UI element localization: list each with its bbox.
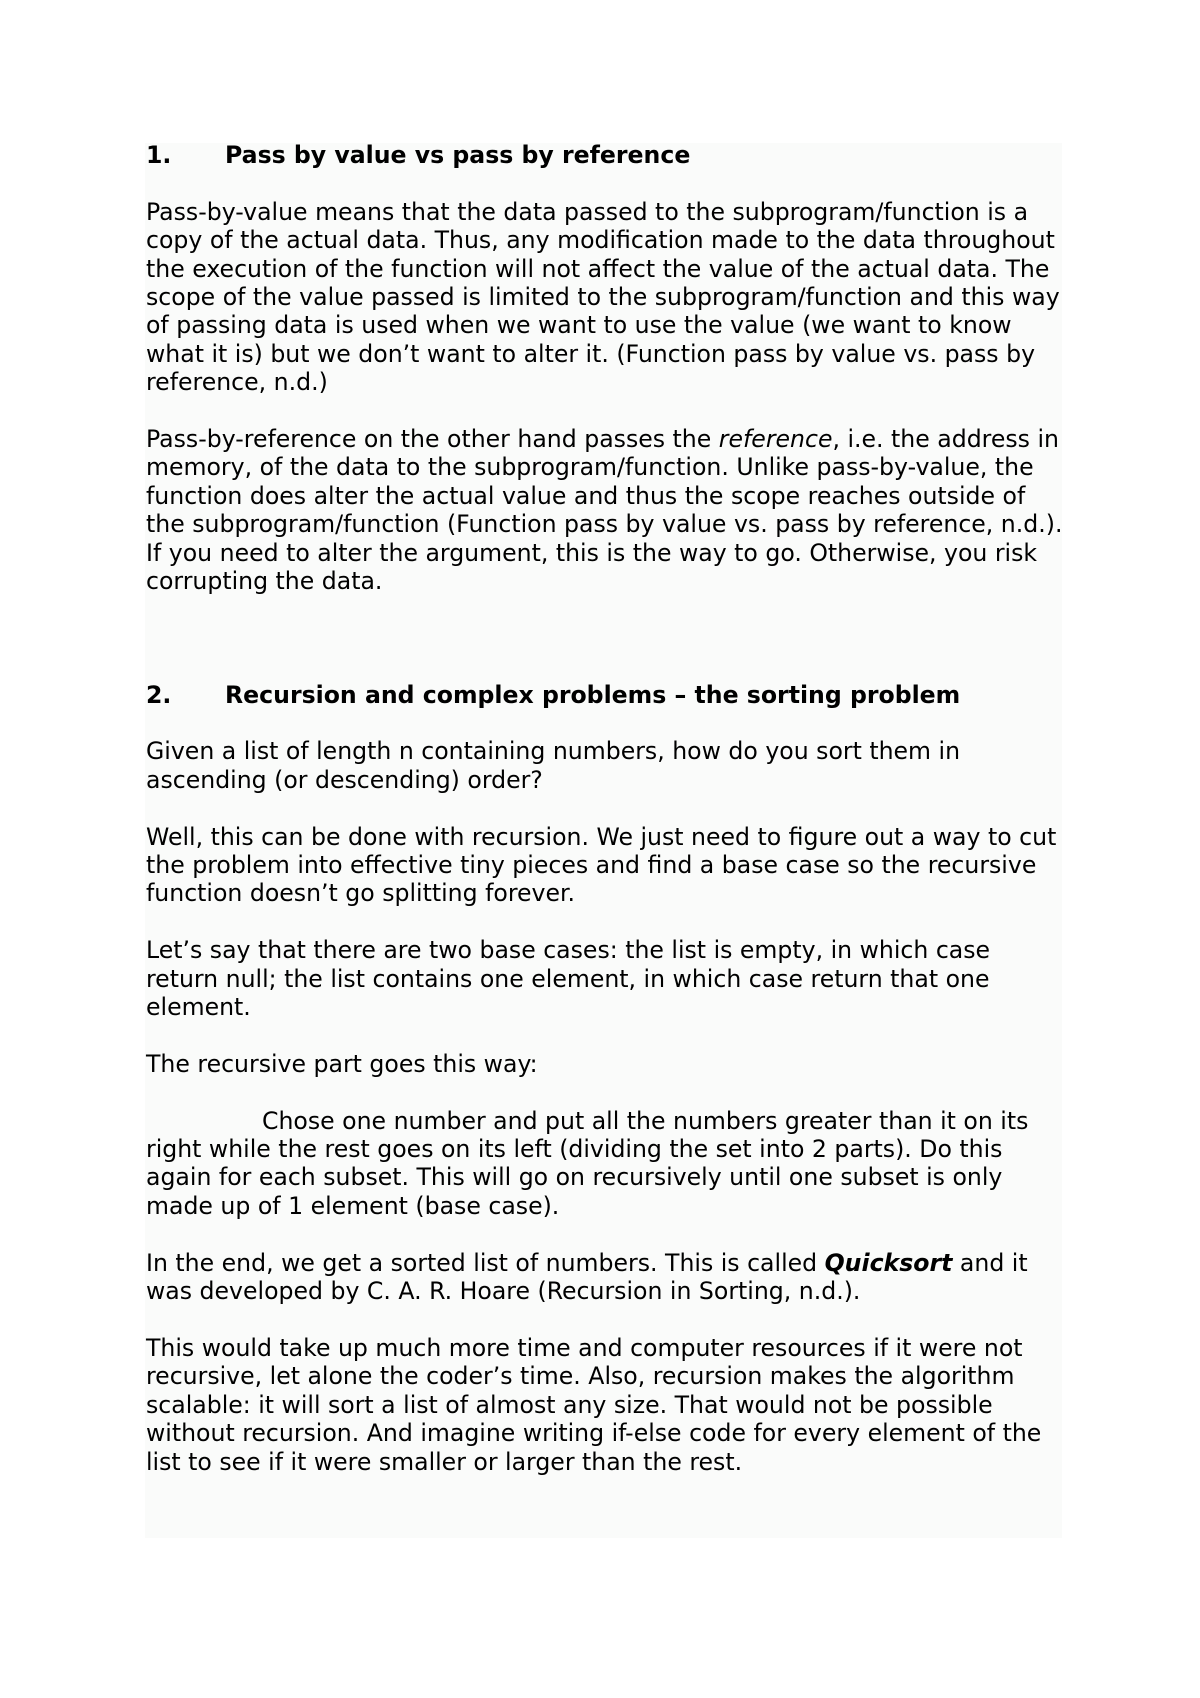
section-2-paragraph-4: The recursive part goes this way: (146, 1049, 538, 1078)
section-1-number: 1. (146, 141, 172, 169)
text-run: Chose one number and put all the numbers greater than it on its right while the rest goes on its left (dividing the set into 2 parts). Do this again for each subset. This will go on recursively until one subset is only made up of 1 element (base case). (146, 1106, 1029, 1220)
text-run: and it was developed by C. A. R. Hoare (Recursion in Sorting, n.d.). (146, 1248, 1028, 1306)
text-run: Pass-by-reference on the other hand passes the (146, 425, 719, 454)
section-1-paragraph-1: Pass-by-value means that the data passed to the subprogram/function is a copy of the actual data. Thus, any modification made to the data throughout the execution of the function will not affect the value of the actual data. The scope of the value passed is limited to the subprogram/function and this way of passing data is used when we want to use the value (we want to know what it is) but we don’t want to alter it. (Function pass by value vs. pass by reference, n.d.) (146, 197, 1060, 397)
section-2-paragraph-7: This would take up much more time and computer resources if it were not recursive, let alone the coder’s time. Also, recursion makes the algorithm scalable: it will sort a list of almost any size. That would not be possible without recursion. And imagine writing if-else code for every element of the list to see if it were smaller or larger than the rest. (146, 1333, 1042, 1476)
section-1-heading (146, 141, 1066, 169)
section-2-paragraph-1: Given a list of length n containing numbers, how do you sort them in ascending (or descending) order? (146, 737, 961, 794)
section-2-number: 2. (146, 680, 172, 709)
quicksort-emphasis: Quicksort (824, 1248, 953, 1277)
document-body (146, 141, 1066, 1504)
section-1-paragraph-2 (146, 425, 1066, 595)
section-2-paragraph-6 (146, 1249, 1066, 1306)
section-2-title: Recursion and complex problems – the sorting problem (225, 680, 961, 709)
text-run: , i.e. the address in memory, of the data to the subprogram/function. Unlike pass-by-value, the function does alter the actual value and thus the scope reaches outside of the subprogram/function (Function pass by value vs. pass by reference, n.d.). If you need to alter the argument, this is the way to go. Otherwise, you risk corrupting the data. (146, 425, 1063, 596)
section-2-paragraph-3: Let’s say that there are two base cases: the list is empty, in which case return null; the list contains one element, in which case return that one element. (146, 936, 991, 1022)
section-2-paragraph-2: Well, this can be done with recursion. We just need to figure out a way to cut the problem into effective tiny pieces and find a base case so the recursive function doesn’t go splitting forever. (146, 822, 1057, 908)
reference-emphasis: reference (718, 425, 833, 454)
text-run: In the end, we get a sorted list of numbers. This is called (146, 1248, 825, 1277)
section-1-title: Pass by value vs pass by reference (225, 141, 691, 169)
section-2-heading (146, 681, 1066, 709)
section-2-paragraph-5 (146, 1107, 1066, 1221)
section-spacer (146, 624, 1066, 681)
